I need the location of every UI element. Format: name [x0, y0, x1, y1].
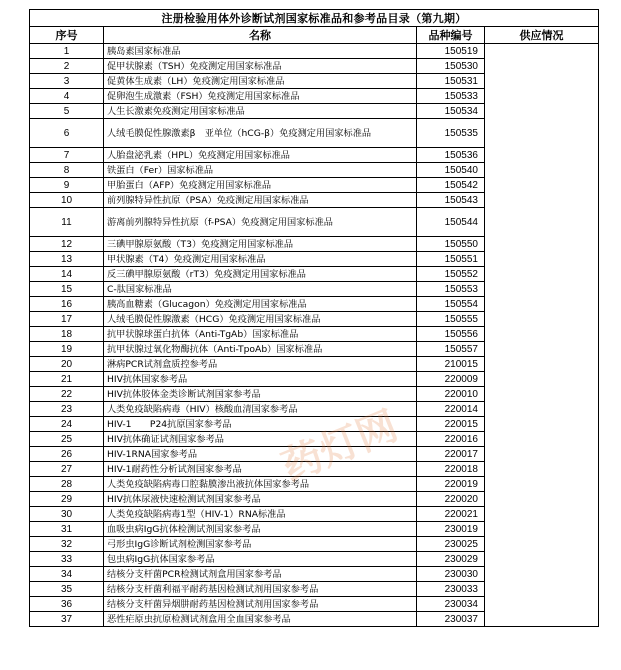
row-no: 12: [30, 237, 104, 252]
row-code: 150543: [417, 193, 485, 208]
row-supply: [485, 178, 599, 193]
row-supply: [485, 312, 599, 327]
row-no: 35: [30, 582, 104, 597]
row-no: 15: [30, 282, 104, 297]
row-no: 11: [30, 208, 104, 237]
table-row: [30, 537, 599, 552]
row-supply: [485, 104, 599, 119]
row-no: 2: [30, 59, 104, 74]
row-name: HIV-1RNA国家参考品: [104, 447, 417, 462]
row-name: 三碘甲腺原氨酸（T3）免疫测定用国家标准品: [104, 237, 417, 252]
row-name: 人胎盘泌乳素（HPL）免疫测定用国家标准品: [104, 148, 417, 163]
row-supply: [485, 432, 599, 447]
row-no: 10: [30, 193, 104, 208]
table-row: [30, 582, 599, 597]
table-row: [30, 402, 599, 417]
row-name: 甲状腺素（T4）免疫测定用国家标准品: [104, 252, 417, 267]
row-name: 人类免疫缺陷病毒1型（HIV-1）RNA标准品: [104, 507, 417, 522]
row-name: 淋病PCR试剂盒质控参考品: [104, 357, 417, 372]
table-row: [30, 597, 599, 612]
row-no: 31: [30, 522, 104, 537]
row-code: 230029: [417, 552, 485, 567]
row-no: 19: [30, 342, 104, 357]
table-row: [30, 342, 599, 357]
row-no: 5: [30, 104, 104, 119]
catalog-sheet: [29, 9, 599, 627]
row-supply: [485, 567, 599, 582]
row-supply: [485, 297, 599, 312]
table-row: [30, 417, 599, 432]
row-code: 150536: [417, 148, 485, 163]
row-name: 结核分支杆菌异烟肼耐药基因检测试剂用国家参考品: [104, 597, 417, 612]
row-supply: [485, 74, 599, 89]
row-supply: [485, 208, 599, 237]
row-supply: [485, 237, 599, 252]
row-supply: [485, 417, 599, 432]
row-name: 抗甲状腺球蛋白抗体（Anti-TgAb）国家标准品: [104, 327, 417, 342]
row-supply: [485, 119, 599, 148]
row-supply: [485, 477, 599, 492]
table-row: [30, 267, 599, 282]
row-name: 包虫病IgG抗体国家参考品: [104, 552, 417, 567]
row-supply: [485, 59, 599, 74]
row-supply: [485, 163, 599, 178]
row-name: 促卵泡生成激素（FSH）免疫测定用国家标准品: [104, 89, 417, 104]
row-supply: [485, 372, 599, 387]
row-no: 20: [30, 357, 104, 372]
row-code: 150551: [417, 252, 485, 267]
row-name: 胰高血糖素（Glucagon）免疫测定用国家标准品: [104, 297, 417, 312]
row-code: 230025: [417, 537, 485, 552]
table-row: [30, 104, 599, 119]
row-name: HIV-1耐药性分析试剂国家参考品: [104, 462, 417, 477]
header-no: 序号: [30, 27, 104, 44]
table-row: [30, 163, 599, 178]
row-no: 37: [30, 612, 104, 627]
row-code: 150553: [417, 282, 485, 297]
table-row: [30, 567, 599, 582]
row-name: 结核分支杆菌PCR检测试剂盒用国家参考品: [104, 567, 417, 582]
row-code: 150555: [417, 312, 485, 327]
row-name: 人绒毛膜促性腺激素β 亚单位（hCG-β）免疫测定用国家标准品: [104, 119, 417, 148]
row-code: 220017: [417, 447, 485, 462]
row-code: 220015: [417, 417, 485, 432]
row-code: 220014: [417, 402, 485, 417]
row-code: 230034: [417, 597, 485, 612]
table-row: [30, 492, 599, 507]
table-row: [30, 447, 599, 462]
row-no: 4: [30, 89, 104, 104]
table-row: [30, 297, 599, 312]
row-no: 29: [30, 492, 104, 507]
table-row: [30, 552, 599, 567]
row-supply: [485, 582, 599, 597]
row-code: 220019: [417, 477, 485, 492]
row-code: 150556: [417, 327, 485, 342]
row-code: 220021: [417, 507, 485, 522]
row-supply: [485, 552, 599, 567]
table-row: [30, 119, 599, 148]
table-row: [30, 357, 599, 372]
row-name: 促甲状腺素（TSH）免疫测定用国家标准品: [104, 59, 417, 74]
row-code: 220016: [417, 432, 485, 447]
title-row: [30, 10, 599, 27]
row-no: 22: [30, 387, 104, 402]
row-no: 32: [30, 537, 104, 552]
row-name: 甲胎蛋白（AFP）免疫测定用国家标准品: [104, 178, 417, 193]
row-no: 28: [30, 477, 104, 492]
row-no: 1: [30, 44, 104, 59]
row-code: 220020: [417, 492, 485, 507]
row-name: HIV抗体国家参考品: [104, 372, 417, 387]
row-supply: [485, 342, 599, 357]
header-row: [30, 27, 599, 44]
row-supply: [485, 522, 599, 537]
row-code: 220009: [417, 372, 485, 387]
row-no: 21: [30, 372, 104, 387]
row-supply: [485, 402, 599, 417]
row-no: 33: [30, 552, 104, 567]
header-name: 名称: [104, 27, 417, 44]
row-no: 23: [30, 402, 104, 417]
row-name: HIV抗体胶体金类诊断试剂国家参考品: [104, 387, 417, 402]
row-code: 150552: [417, 267, 485, 282]
table-row: [30, 208, 599, 237]
row-no: 16: [30, 297, 104, 312]
row-code: 230037: [417, 612, 485, 627]
row-name: 反三碘甲腺原氨酸（rT3）免疫测定用国家标准品: [104, 267, 417, 282]
row-name: 胰岛素国家标准品: [104, 44, 417, 59]
row-name: 人类免疫缺陷病毒口腔黏膜渗出液抗体国家参考品: [104, 477, 417, 492]
row-supply: [485, 597, 599, 612]
row-code: 230019: [417, 522, 485, 537]
row-supply: [485, 267, 599, 282]
table-row: [30, 507, 599, 522]
row-code: 150534: [417, 104, 485, 119]
table-row: [30, 148, 599, 163]
row-name: HIV-1 P24抗原国家参考品: [104, 417, 417, 432]
header-code: 品种编号: [417, 27, 485, 44]
row-supply: [485, 148, 599, 163]
catalog-table: [29, 9, 599, 627]
table-title: 注册检验用体外诊断试剂国家标准品和参考品目录（第九期）: [30, 10, 599, 27]
table-row: [30, 178, 599, 193]
row-code: 150550: [417, 237, 485, 252]
row-supply: [485, 327, 599, 342]
row-supply: [485, 357, 599, 372]
row-name: 铁蛋白（Fer）国家标准品: [104, 163, 417, 178]
row-supply: [485, 492, 599, 507]
table-body: [30, 44, 599, 627]
row-code: 230033: [417, 582, 485, 597]
row-code: 230030: [417, 567, 485, 582]
row-code: 150530: [417, 59, 485, 74]
row-no: 27: [30, 462, 104, 477]
row-supply: [485, 462, 599, 477]
table-row: [30, 372, 599, 387]
row-code: 150554: [417, 297, 485, 312]
row-name: HIV抗体确证试剂国家参考品: [104, 432, 417, 447]
row-no: 24: [30, 417, 104, 432]
row-supply: [485, 89, 599, 104]
row-supply: [485, 537, 599, 552]
row-name: 人生长激素免疫测定用国家标准品: [104, 104, 417, 119]
row-no: 7: [30, 148, 104, 163]
table-row: [30, 477, 599, 492]
table-row: [30, 522, 599, 537]
row-supply: [485, 193, 599, 208]
table-row: [30, 44, 599, 59]
row-no: 13: [30, 252, 104, 267]
table-row: [30, 612, 599, 627]
row-no: 18: [30, 327, 104, 342]
row-no: 8: [30, 163, 104, 178]
row-code: 150535: [417, 119, 485, 148]
row-name: 恶性疟原虫抗原检测试剂盒用全血国家参考品: [104, 612, 417, 627]
row-name: 促黄体生成素（LH）免疫测定用国家标准品: [104, 74, 417, 89]
row-no: 9: [30, 178, 104, 193]
row-code: 150544: [417, 208, 485, 237]
table-row: [30, 59, 599, 74]
row-name: 弓形虫IgG诊断试剂检测国家参考品: [104, 537, 417, 552]
row-no: 14: [30, 267, 104, 282]
row-name: HIV抗体尿液快速检测试剂国家参考品: [104, 492, 417, 507]
row-no: 3: [30, 74, 104, 89]
table-row: [30, 282, 599, 297]
header-supply: 供应情况: [485, 27, 599, 44]
row-supply: [485, 44, 599, 59]
row-supply: [485, 282, 599, 297]
table-row: [30, 312, 599, 327]
row-no: 25: [30, 432, 104, 447]
row-name: 游离前列腺特异性抗原（f-PSA）免疫测定用国家标准品: [104, 208, 417, 237]
row-name: 前列腺特异性抗原（PSA）免疫测定用国家标准品: [104, 193, 417, 208]
row-no: 17: [30, 312, 104, 327]
row-name: 人类免疫缺陷病毒（HIV）核酸血清国家参考品: [104, 402, 417, 417]
row-supply: [485, 447, 599, 462]
table-row: [30, 237, 599, 252]
table-row: [30, 327, 599, 342]
row-no: 26: [30, 447, 104, 462]
row-code: 150533: [417, 89, 485, 104]
row-code: 150531: [417, 74, 485, 89]
row-supply: [485, 612, 599, 627]
row-supply: [485, 252, 599, 267]
table-row: [30, 387, 599, 402]
row-no: 30: [30, 507, 104, 522]
table-row: [30, 74, 599, 89]
row-code: 150542: [417, 178, 485, 193]
row-no: 34: [30, 567, 104, 582]
row-supply: [485, 387, 599, 402]
row-name: 血吸虫病IgG抗体检测试剂国家参考品: [104, 522, 417, 537]
row-name: 人绒毛膜促性腺激素（HCG）免疫测定用国家标准品: [104, 312, 417, 327]
table-row: [30, 462, 599, 477]
row-code: 210015: [417, 357, 485, 372]
row-no: 6: [30, 119, 104, 148]
row-no: 36: [30, 597, 104, 612]
table-row: [30, 252, 599, 267]
row-code: 220018: [417, 462, 485, 477]
table-row: [30, 193, 599, 208]
row-name: C-肽国家标准品: [104, 282, 417, 297]
row-code: 150519: [417, 44, 485, 59]
watermark-logo: 药灯网: [275, 402, 405, 491]
row-name: 抗甲状腺过氧化物酶抗体（Anti-TpoAb）国家标准品: [104, 342, 417, 357]
row-code: 220010: [417, 387, 485, 402]
table-row: [30, 432, 599, 447]
row-code: 150540: [417, 163, 485, 178]
row-supply: [485, 507, 599, 522]
row-code: 150557: [417, 342, 485, 357]
table-row: [30, 89, 599, 104]
row-name: 结核分支杆菌利福平耐药基因检测试剂用国家参考品: [104, 582, 417, 597]
